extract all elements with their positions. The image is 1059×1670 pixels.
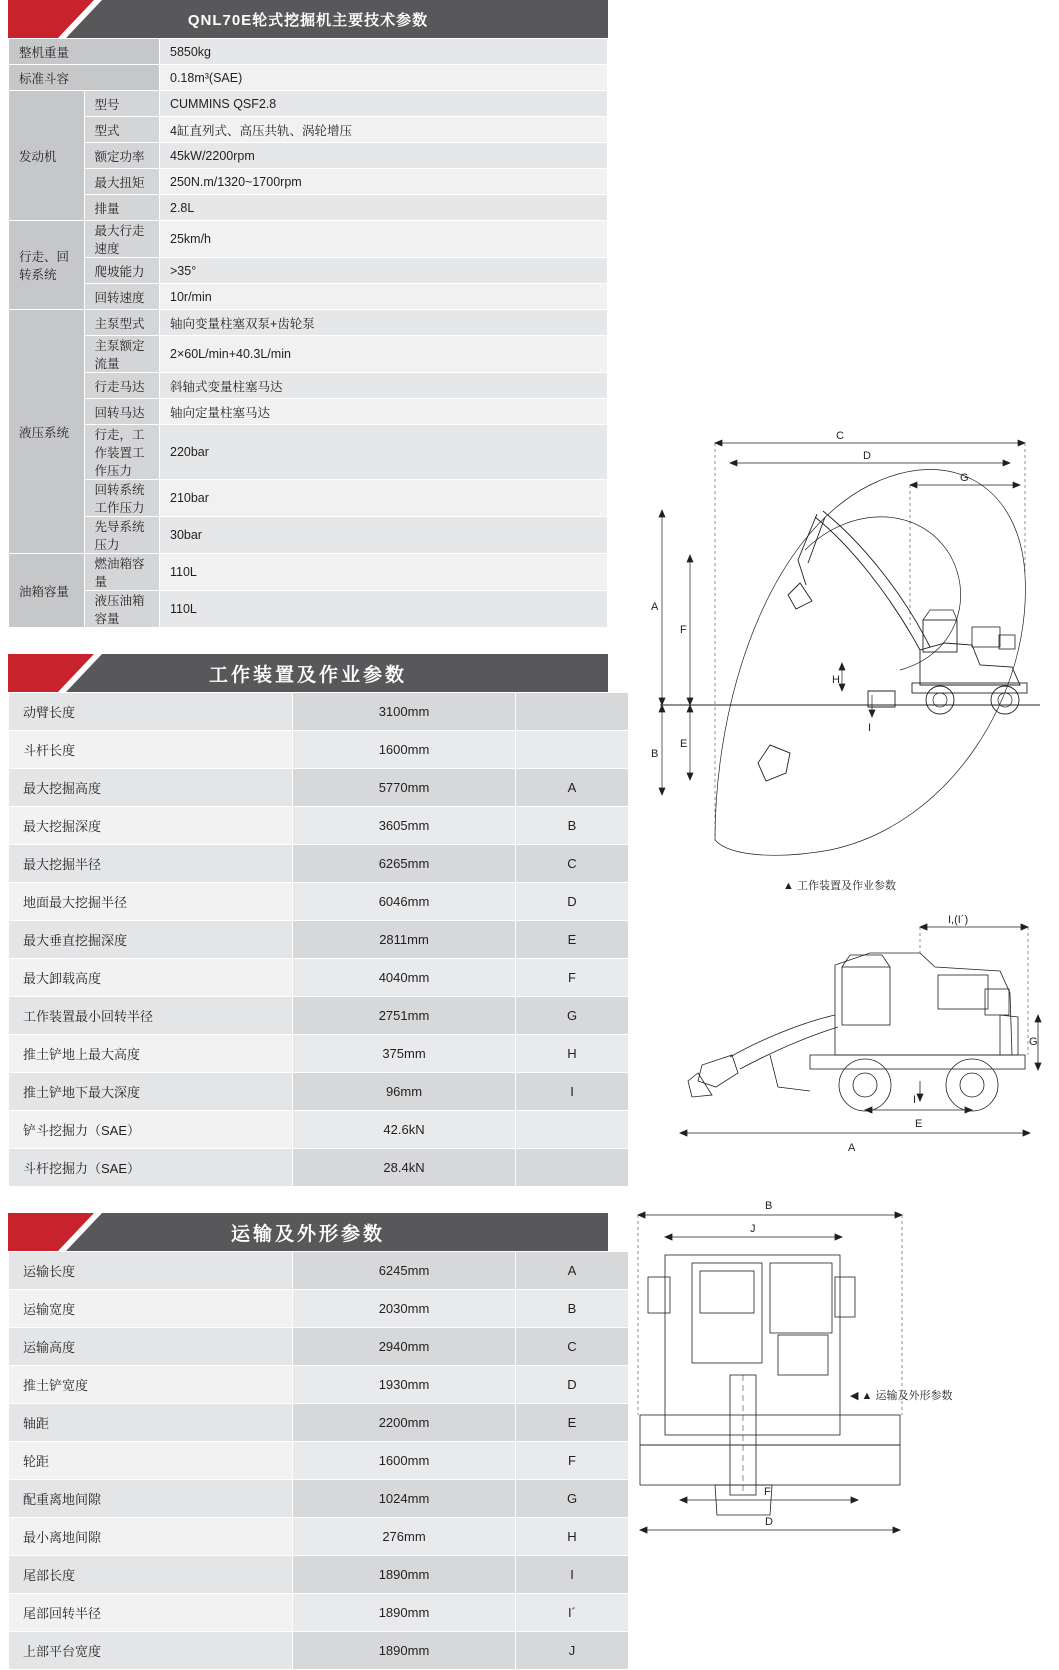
cell-code: I´ xyxy=(516,1594,629,1632)
table-row xyxy=(9,959,629,997)
front-view-drawing xyxy=(620,1185,1059,1545)
cell-label: 主泵型式 xyxy=(84,310,160,336)
cell-value: 2811mm xyxy=(293,921,516,959)
cell-code xyxy=(516,693,629,731)
table-row xyxy=(9,1480,629,1518)
table-row xyxy=(9,1556,629,1594)
cell-label: 行走，工作装置工作压力 xyxy=(84,425,160,480)
section-title-transport: 运输及外形参数 xyxy=(230,1223,385,1245)
cell-label: 液压油箱容量 xyxy=(84,591,160,628)
cell-value: 10r/min xyxy=(160,284,608,310)
section-title-working-range: 工作装置及作业参数 xyxy=(208,664,407,686)
cell-code: I xyxy=(516,1556,629,1594)
cell-value: 110L xyxy=(160,554,608,591)
cell-group-label: 发动机 xyxy=(9,91,85,221)
cell-value: 轴向定量柱塞马达 xyxy=(160,399,608,425)
cell-name: 轮距 xyxy=(9,1442,293,1480)
dim-label-B: B xyxy=(765,1200,773,1212)
cell-code xyxy=(516,1111,629,1149)
cell-value: 1890mm xyxy=(293,1556,516,1594)
cell-value: 110L xyxy=(160,591,608,628)
cell-name: 最大挖掘深度 xyxy=(9,807,293,845)
cell-label: 型式 xyxy=(84,117,160,143)
cell-name: 最大挖掘半径 xyxy=(9,845,293,883)
table-row xyxy=(9,1328,629,1366)
cell-code: H xyxy=(516,1035,629,1073)
cell-code: G xyxy=(516,1480,629,1518)
cell-label: 标准斗容 xyxy=(9,65,160,91)
cell-value: 375mm xyxy=(293,1035,516,1073)
cell-group-label: 行走、回转系统 xyxy=(9,221,85,310)
cell-value: 2.8L xyxy=(160,195,608,221)
cell-code: A xyxy=(516,1252,629,1290)
cell-value: 45kW/2200rpm xyxy=(160,143,608,169)
cell-code: J xyxy=(516,1632,629,1670)
table-row xyxy=(9,169,608,195)
table-row xyxy=(9,1366,629,1404)
cell-value: 1890mm xyxy=(293,1632,516,1670)
cell-value: >35° xyxy=(160,258,608,284)
side-view-drawing xyxy=(620,905,1059,1185)
cell-name: 运输宽度 xyxy=(9,1290,293,1328)
dim-label-F: F xyxy=(764,1486,771,1498)
cell-code xyxy=(516,1149,629,1187)
right-column-figures xyxy=(620,0,1059,1553)
cell-code: E xyxy=(516,921,629,959)
cell-name: 尾部回转半径 xyxy=(9,1594,293,1632)
table-row xyxy=(9,883,629,921)
cell-name: 推土铲地上最大高度 xyxy=(9,1035,293,1073)
left-column xyxy=(8,0,608,1670)
figure-front-view xyxy=(620,1185,1059,1545)
cell-label: 整机重量 xyxy=(9,39,160,65)
dim-label-I: I xyxy=(868,722,872,734)
cell-group-label: 油箱容量 xyxy=(9,554,85,628)
dim-label-J: J xyxy=(750,1223,756,1235)
cell-value: 6046mm xyxy=(293,883,516,921)
working-range-drawing xyxy=(620,395,1059,895)
table-row xyxy=(9,221,608,258)
cell-name: 推土铲地下最大深度 xyxy=(9,1073,293,1111)
cell-value: 0.18m³(SAE) xyxy=(160,65,608,91)
cell-label: 回转速度 xyxy=(84,284,160,310)
cell-value: 28.4kN xyxy=(293,1149,516,1187)
cell-value: 6245mm xyxy=(293,1252,516,1290)
cell-value: 1890mm xyxy=(293,1594,516,1632)
table-row xyxy=(9,1252,629,1290)
cell-value: 轴向变量柱塞双泵+齿轮泵 xyxy=(160,310,608,336)
cell-value: 2751mm xyxy=(293,997,516,1035)
table-row xyxy=(9,258,608,284)
cell-code xyxy=(516,731,629,769)
cell-name: 最小离地间隙 xyxy=(9,1518,293,1556)
cell-label: 最大行走速度 xyxy=(84,221,160,258)
cell-value: 250N.m/1320~1700rpm xyxy=(160,169,608,195)
cell-code: D xyxy=(516,883,629,921)
cell-value: 2200mm xyxy=(293,1404,516,1442)
cell-value: 1600mm xyxy=(293,1442,516,1480)
table-row xyxy=(9,1073,629,1111)
cell-value: 1930mm xyxy=(293,1366,516,1404)
table-row xyxy=(9,1594,629,1632)
table-row xyxy=(9,554,608,591)
cell-value: 276mm xyxy=(293,1518,516,1556)
cell-value: 220bar xyxy=(160,425,608,480)
dim-label-I: I,(I´) xyxy=(948,914,969,926)
cell-value: 4040mm xyxy=(293,959,516,997)
cell-value: 3100mm xyxy=(293,693,516,731)
cell-value: 2×60L/min+40.3L/min xyxy=(160,336,608,373)
working-range-table xyxy=(8,692,629,1187)
dim-label-H: H xyxy=(832,674,840,686)
table-row xyxy=(9,591,608,628)
cell-name: 配重离地间隙 xyxy=(9,1480,293,1518)
figure-side-view xyxy=(620,905,1059,1185)
table-row xyxy=(9,1404,629,1442)
table-row xyxy=(9,845,629,883)
table-row xyxy=(9,65,608,91)
cell-value: 2940mm xyxy=(293,1328,516,1366)
cell-code: D xyxy=(516,1366,629,1404)
main-specs-table xyxy=(8,38,608,628)
cell-label: 燃油箱容量 xyxy=(84,554,160,591)
table-row xyxy=(9,480,608,517)
cell-name: 尾部长度 xyxy=(9,1556,293,1594)
table-row xyxy=(9,91,608,117)
cell-code: C xyxy=(516,1328,629,1366)
cell-code: F xyxy=(516,1442,629,1480)
table-row xyxy=(9,310,608,336)
cell-name: 推土铲宽度 xyxy=(9,1366,293,1404)
table-row xyxy=(9,399,608,425)
cell-name: 动臂长度 xyxy=(9,693,293,731)
table-row xyxy=(9,731,629,769)
table-row xyxy=(9,1290,629,1328)
table-row xyxy=(9,1518,629,1556)
cell-code: A xyxy=(516,769,629,807)
cell-name: 最大挖掘高度 xyxy=(9,769,293,807)
dim-label-G: G xyxy=(1029,1036,1038,1048)
cell-name: 斗杆挖掘力（SAE） xyxy=(9,1149,293,1187)
dim-label-A: A xyxy=(651,601,659,613)
cell-name: 运输高度 xyxy=(9,1328,293,1366)
cell-label: 爬坡能力 xyxy=(84,258,160,284)
cell-value: CUMMINS QSF2.8 xyxy=(160,91,608,117)
table-row xyxy=(9,373,608,399)
cell-label: 型号 xyxy=(84,91,160,117)
dim-label-C: C xyxy=(836,430,844,442)
table-row xyxy=(9,997,629,1035)
cell-value: 6265mm xyxy=(293,845,516,883)
cell-code: B xyxy=(516,807,629,845)
cell-value: 5850kg xyxy=(160,39,608,65)
section-title-main-specs: QNL70E轮式挖掘机主要技术参数 xyxy=(187,11,429,29)
table-row xyxy=(9,39,608,65)
table-row xyxy=(9,693,629,731)
cell-code: C xyxy=(516,845,629,883)
table-row xyxy=(9,807,629,845)
cell-value: 42.6kN xyxy=(293,1111,516,1149)
cell-code: B xyxy=(516,1290,629,1328)
spacer xyxy=(8,1187,608,1213)
cell-value: 1600mm xyxy=(293,731,516,769)
dim-label-G: G xyxy=(960,472,969,484)
table-row xyxy=(9,1149,629,1187)
cell-code: E xyxy=(516,1404,629,1442)
cell-name: 工作装置最小回转半径 xyxy=(9,997,293,1035)
cell-value: 2030mm xyxy=(293,1290,516,1328)
cell-code: I xyxy=(516,1073,629,1111)
table-row xyxy=(9,1111,629,1149)
cell-name: 运输长度 xyxy=(9,1252,293,1290)
cell-value: 4缸直列式、高压共轨、涡轮增压 xyxy=(160,117,608,143)
cell-value: 25km/h xyxy=(160,221,608,258)
cell-value: 3605mm xyxy=(293,807,516,845)
spacer xyxy=(8,628,608,654)
dim-label-H: I xyxy=(913,1094,917,1106)
cell-name: 地面最大挖掘半径 xyxy=(9,883,293,921)
cell-label: 最大扭矩 xyxy=(84,169,160,195)
dim-label-E: E xyxy=(680,738,688,750)
cell-value: 斜轴式变量柱塞马达 xyxy=(160,373,608,399)
table-row xyxy=(9,1632,629,1670)
cell-value: 5770mm xyxy=(293,769,516,807)
dim-label-A: A xyxy=(848,1142,856,1154)
table-row xyxy=(9,336,608,373)
cell-label: 回转马达 xyxy=(84,399,160,425)
cell-label: 先导系统压力 xyxy=(84,517,160,554)
cell-value: 30bar xyxy=(160,517,608,554)
table-row xyxy=(9,425,608,480)
table-row xyxy=(9,921,629,959)
section-banner-main-specs xyxy=(8,0,608,38)
table-row xyxy=(9,143,608,169)
transport-dimensions-table xyxy=(8,1251,629,1670)
cell-value: 96mm xyxy=(293,1073,516,1111)
dim-label-D: D xyxy=(765,1516,773,1528)
cell-value: 1024mm xyxy=(293,1480,516,1518)
table-row xyxy=(9,517,608,554)
cell-code: F xyxy=(516,959,629,997)
cell-name: 斗杆长度 xyxy=(9,731,293,769)
cell-name: 轴距 xyxy=(9,1404,293,1442)
section-banner-working-range xyxy=(8,654,608,692)
dim-label-D: D xyxy=(863,450,871,462)
figure-caption-working-range: ▲ 工作装置及作业参数 xyxy=(783,880,896,892)
section-banner-transport xyxy=(8,1213,608,1251)
cell-label: 排量 xyxy=(84,195,160,221)
cell-label: 行走马达 xyxy=(84,373,160,399)
table-row xyxy=(9,195,608,221)
table-row xyxy=(9,1442,629,1480)
cell-label: 主泵额定流量 xyxy=(84,336,160,373)
cell-name: 上部平台宽度 xyxy=(9,1632,293,1670)
cell-group-label: 液压系统 xyxy=(9,310,85,554)
cell-name: 铲斗挖掘力（SAE） xyxy=(9,1111,293,1149)
dim-label-B: B xyxy=(651,748,659,760)
table-row xyxy=(9,769,629,807)
cell-name: 最大卸载高度 xyxy=(9,959,293,997)
figure-working-range xyxy=(620,395,1059,895)
cell-value: 210bar xyxy=(160,480,608,517)
cell-code: H xyxy=(516,1518,629,1556)
cell-label: 额定功率 xyxy=(84,143,160,169)
figure-caption-transport: ◀ ▲ 运输及外形参数 xyxy=(850,1390,953,1402)
dim-label-E: E xyxy=(915,1118,923,1130)
cell-name: 最大垂直挖掘深度 xyxy=(9,921,293,959)
table-row xyxy=(9,117,608,143)
dim-label-F: F xyxy=(680,624,687,636)
table-row xyxy=(9,284,608,310)
cell-code: G xyxy=(516,997,629,1035)
table-row xyxy=(9,1035,629,1073)
cell-label: 回转系统工作压力 xyxy=(84,480,160,517)
